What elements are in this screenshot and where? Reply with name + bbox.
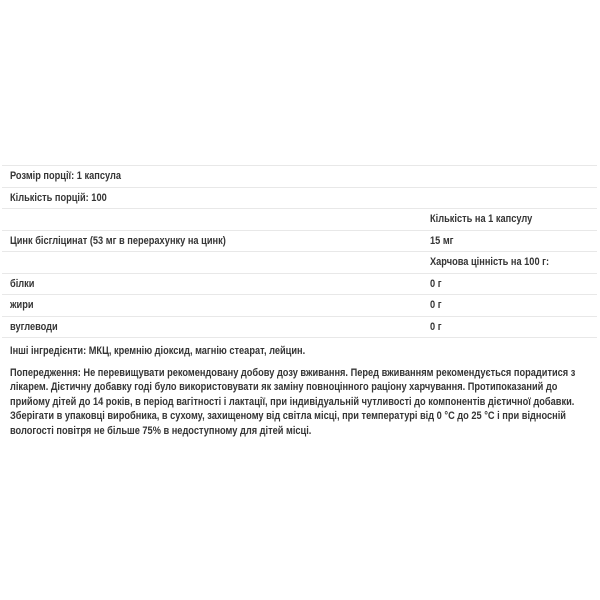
row-label: [2, 278, 430, 290]
table-row-carbohydrates: [2, 317, 597, 339]
table-row-servings-count: [2, 188, 597, 210]
zinc-amount-text: 15 мг: [430, 234, 454, 247]
row-value: [430, 321, 597, 333]
warning-line: Попередження: Не перевищувати рекомендовану добову дозу вживання. Перед вживанням рекомендується порадитися з: [10, 367, 576, 379]
column-header: [430, 256, 597, 268]
table-row-serving-size: [2, 166, 597, 188]
fats-value: 0 г: [430, 299, 442, 312]
column-header: [430, 213, 597, 225]
row-label: [2, 299, 430, 311]
row-label: [2, 213, 430, 225]
row-label: [2, 235, 430, 247]
row-label: [2, 321, 430, 333]
row-value: [430, 299, 597, 311]
row-value: [430, 235, 597, 247]
proteins-value: 0 г: [430, 277, 442, 290]
warning-paragraph: [10, 366, 598, 438]
other-ingredients-text: Інші інгредієнти: МКЦ, кремнію діоксид, магнію стеарат, лейцин.: [10, 345, 306, 357]
proteins-label: білки: [10, 277, 35, 290]
nutrition-value-header: Харчова цінність на 100 г:: [430, 256, 550, 269]
supplement-facts-table: [2, 165, 597, 338]
row-value: [430, 192, 597, 204]
row-value: [430, 170, 597, 182]
row-value: [430, 278, 597, 290]
carbohydrates-value: 0 г: [430, 320, 442, 333]
warning-line: лікарем. Дієтичну добавку годі було використовувати як заміну повноцінного раціону харчування. Протипоказаний до: [10, 381, 558, 394]
warning-line: вологості повітря не більше 75% в недоступному для дітей місці.: [10, 424, 312, 437]
fats-label: жири: [10, 299, 34, 312]
table-row-proteins: [2, 274, 597, 296]
table-row-nutrition-header: [2, 252, 597, 274]
carbohydrates-label: вуглеводи: [10, 320, 58, 333]
amount-per-capsule-header: Кількість на 1 капсулу: [430, 213, 533, 226]
serving-size-text: Розмір порції: 1 капсула: [10, 170, 122, 183]
table-row-fats: [2, 295, 597, 317]
warning-line: прийому дітей до 14 років, в період вагітності і лактації, при індивідуальній чутливості до компонентів дієтичної добавки.: [10, 395, 575, 408]
other-ingredients-line: [10, 345, 596, 358]
warning-line: Зберігати в упаковці виробника, в сухому, захищеному від світла місці, при температурі від 0 °C до 25 °C і при відносній: [10, 410, 566, 423]
servings-count-text: Кількість порцій: 100: [10, 191, 107, 204]
table-row-amount-header: [2, 209, 597, 231]
row-label: [2, 192, 430, 204]
table-row-zinc: [2, 231, 597, 253]
zinc-ingredient-text: Цинк бісгліцинат (53 мг в перерахунку на цинк): [10, 234, 226, 247]
row-label: [2, 170, 430, 182]
row-label: [2, 256, 430, 268]
